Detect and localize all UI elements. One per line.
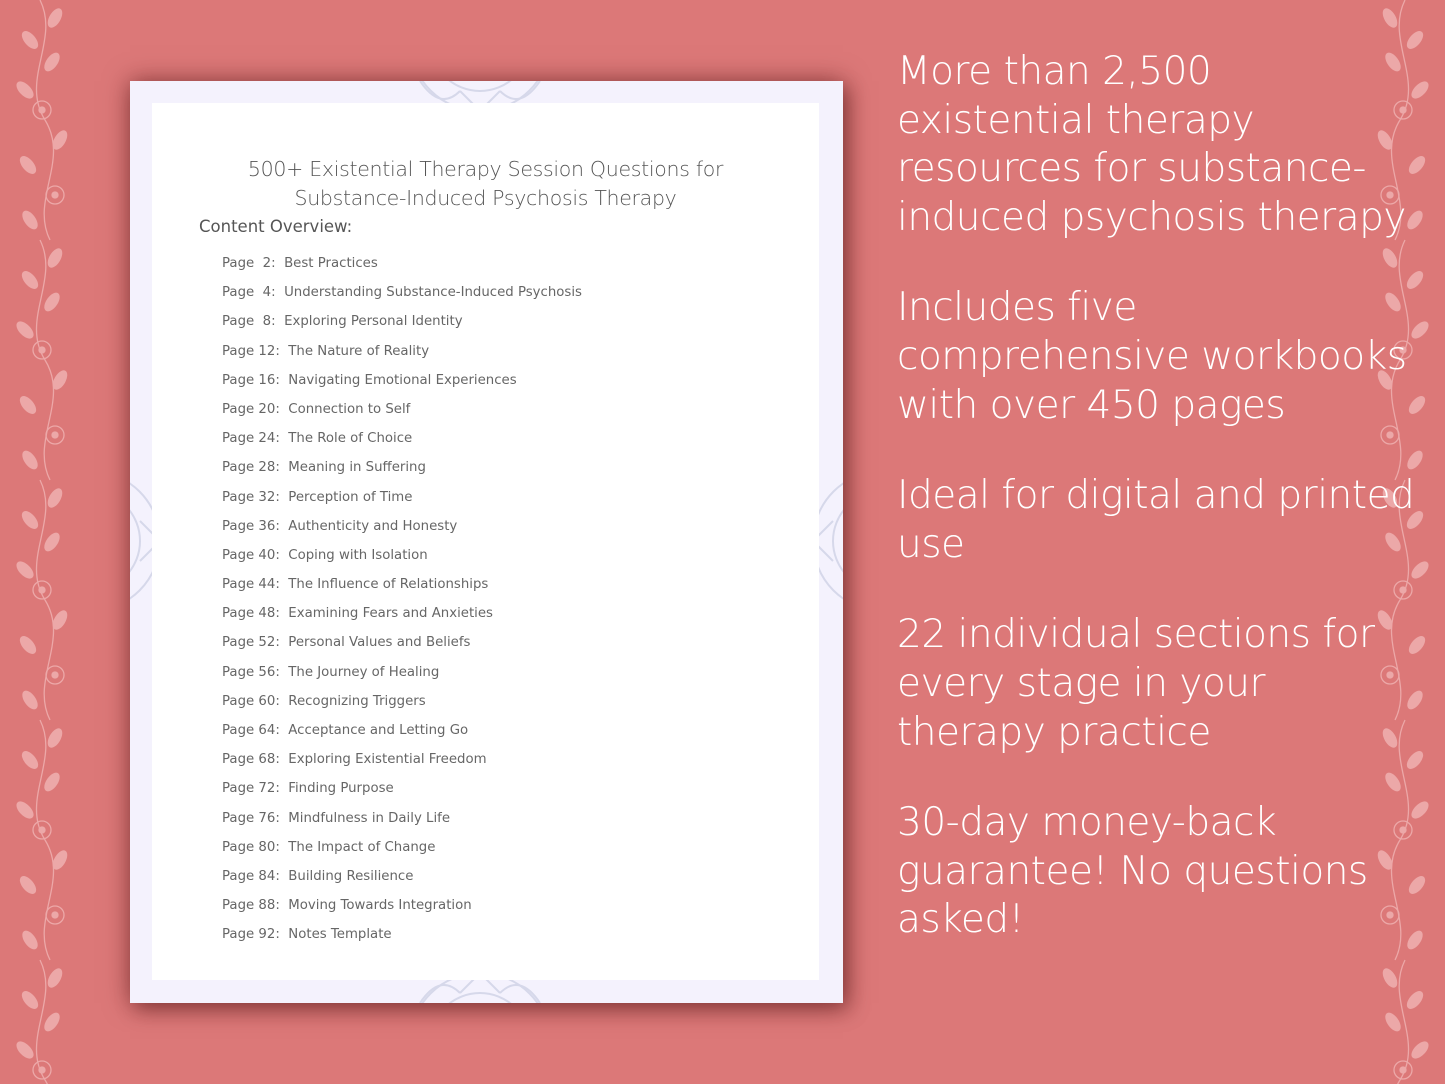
toc-section-title: Authenticity and Honesty: [288, 518, 458, 534]
toc-page-number: Page 84:: [222, 868, 280, 884]
title-line-2: Substance-Induced Psychosis Therapy: [294, 186, 677, 210]
content-overview-label: Content Overview:: [199, 217, 353, 236]
toc-page-number: Page 2:: [222, 256, 276, 271]
toc-item: [222, 663, 582, 692]
toc-section-title: Exploring Personal Identity: [284, 314, 463, 330]
feature-sections: 22 individual sections for every stage in your therapy practice: [897, 612, 1375, 755]
toc-page-number: Page 60:: [222, 693, 280, 709]
toc-page-number: Page 44:: [222, 577, 280, 593]
toc-item: [222, 342, 582, 371]
toc-section-title: The Nature of Reality: [288, 343, 430, 359]
toc-section-title: The Role of Choice: [288, 431, 413, 447]
toc-section-title: Best Practices: [284, 256, 378, 271]
toc-section-title: Connection to Self: [288, 401, 411, 417]
toc-item: [222, 604, 582, 633]
toc-page-number: Page 80:: [222, 839, 280, 855]
toc-section-title: Examining Fears and Anxieties: [288, 606, 493, 622]
toc-item: [222, 925, 582, 954]
toc-item: [222, 575, 582, 604]
toc-section-title: The Impact of Change: [288, 839, 436, 855]
toc-section-title: Exploring Existential Freedom: [288, 752, 487, 768]
toc-page-number: Page 88:: [222, 898, 280, 914]
feature-guarantee: 30-day money-back guarantee! No questions asked!: [897, 800, 1368, 943]
table-of-contents: [222, 254, 582, 955]
toc-item: [222, 896, 582, 925]
toc-page-number: Page 36:: [222, 518, 280, 534]
toc-page-number: Page 32:: [222, 489, 280, 505]
toc-page-number: Page 20:: [222, 401, 280, 417]
toc-section-title: Building Resilience: [288, 868, 414, 884]
toc-section-title: Coping with Isolation: [288, 547, 428, 563]
toc-item: [222, 312, 582, 341]
toc-page-number: Page 8:: [222, 314, 276, 330]
toc-section-title: Personal Values and Beliefs: [288, 635, 471, 651]
document-page-preview: [130, 81, 843, 1003]
toc-page-number: Page 24:: [222, 431, 280, 447]
toc-section-title: Acceptance and Letting Go: [288, 723, 469, 738]
feature-workbooks: Includes five comprehensive workbooks with over 450 pages: [897, 285, 1407, 428]
toc-item: [222, 400, 582, 429]
toc-page-number: Page 48:: [222, 606, 280, 622]
toc-page-number: Page 76:: [222, 810, 280, 826]
toc-page-number: Page 68:: [222, 752, 280, 768]
toc-page-number: Page 72:: [222, 781, 280, 797]
toc-section-title: Navigating Emotional Experiences: [288, 372, 517, 388]
toc-item: [222, 867, 582, 896]
toc-section-title: Recognizing Triggers: [288, 693, 426, 709]
toc-item: [222, 488, 582, 517]
toc-item: [222, 721, 582, 750]
floral-vine-left-icon: [0, 0, 90, 1084]
feature-usage: Ideal for digital and printed use: [897, 473, 1415, 567]
toc-item: [222, 633, 582, 662]
toc-item: [222, 809, 582, 838]
toc-item: [222, 779, 582, 808]
toc-section-title: Mindfulness in Daily Life: [288, 810, 451, 826]
feature-list: [897, 48, 1417, 987]
toc-item: [222, 692, 582, 721]
toc-section-title: Perception of Time: [288, 489, 413, 505]
feature-resources: More than 2,500 existential therapy resources for substance-induced psychosis therapy: [897, 49, 1406, 240]
toc-item: [222, 429, 582, 458]
toc-section-title: Meaning in Suffering: [288, 460, 426, 476]
page-content: [152, 103, 819, 980]
document-title: [152, 155, 819, 213]
toc-section-title: Moving Towards Integration: [288, 898, 472, 914]
toc-page-number: Page 56:: [222, 664, 280, 680]
title-line-1: 500+ Existential Therapy Session Questions for: [247, 157, 724, 181]
toc-page-number: Page 64:: [222, 723, 280, 738]
toc-page-number: Page 16:: [222, 372, 280, 388]
toc-item: [222, 283, 582, 312]
toc-section-title: Understanding Substance-Induced Psychosis: [284, 285, 582, 301]
toc-item: [222, 254, 582, 283]
toc-item: [222, 750, 582, 779]
toc-item: [222, 546, 582, 575]
toc-page-number: Page 92:: [222, 927, 280, 943]
toc-page-number: Page 4:: [222, 285, 276, 301]
toc-item: [222, 838, 582, 867]
toc-page-number: Page 12:: [222, 343, 280, 359]
toc-item: [222, 371, 582, 400]
toc-page-number: Page 40:: [222, 547, 280, 563]
toc-section-title: Notes Template: [288, 927, 392, 943]
toc-section-title: The Influence of Relationships: [288, 577, 489, 593]
toc-page-number: Page 28:: [222, 460, 280, 476]
toc-page-number: Page 52:: [222, 635, 280, 651]
toc-section-title: The Journey of Healing: [288, 664, 440, 680]
toc-item: [222, 517, 582, 546]
toc-item: [222, 458, 582, 487]
toc-section-title: Finding Purpose: [288, 781, 394, 797]
